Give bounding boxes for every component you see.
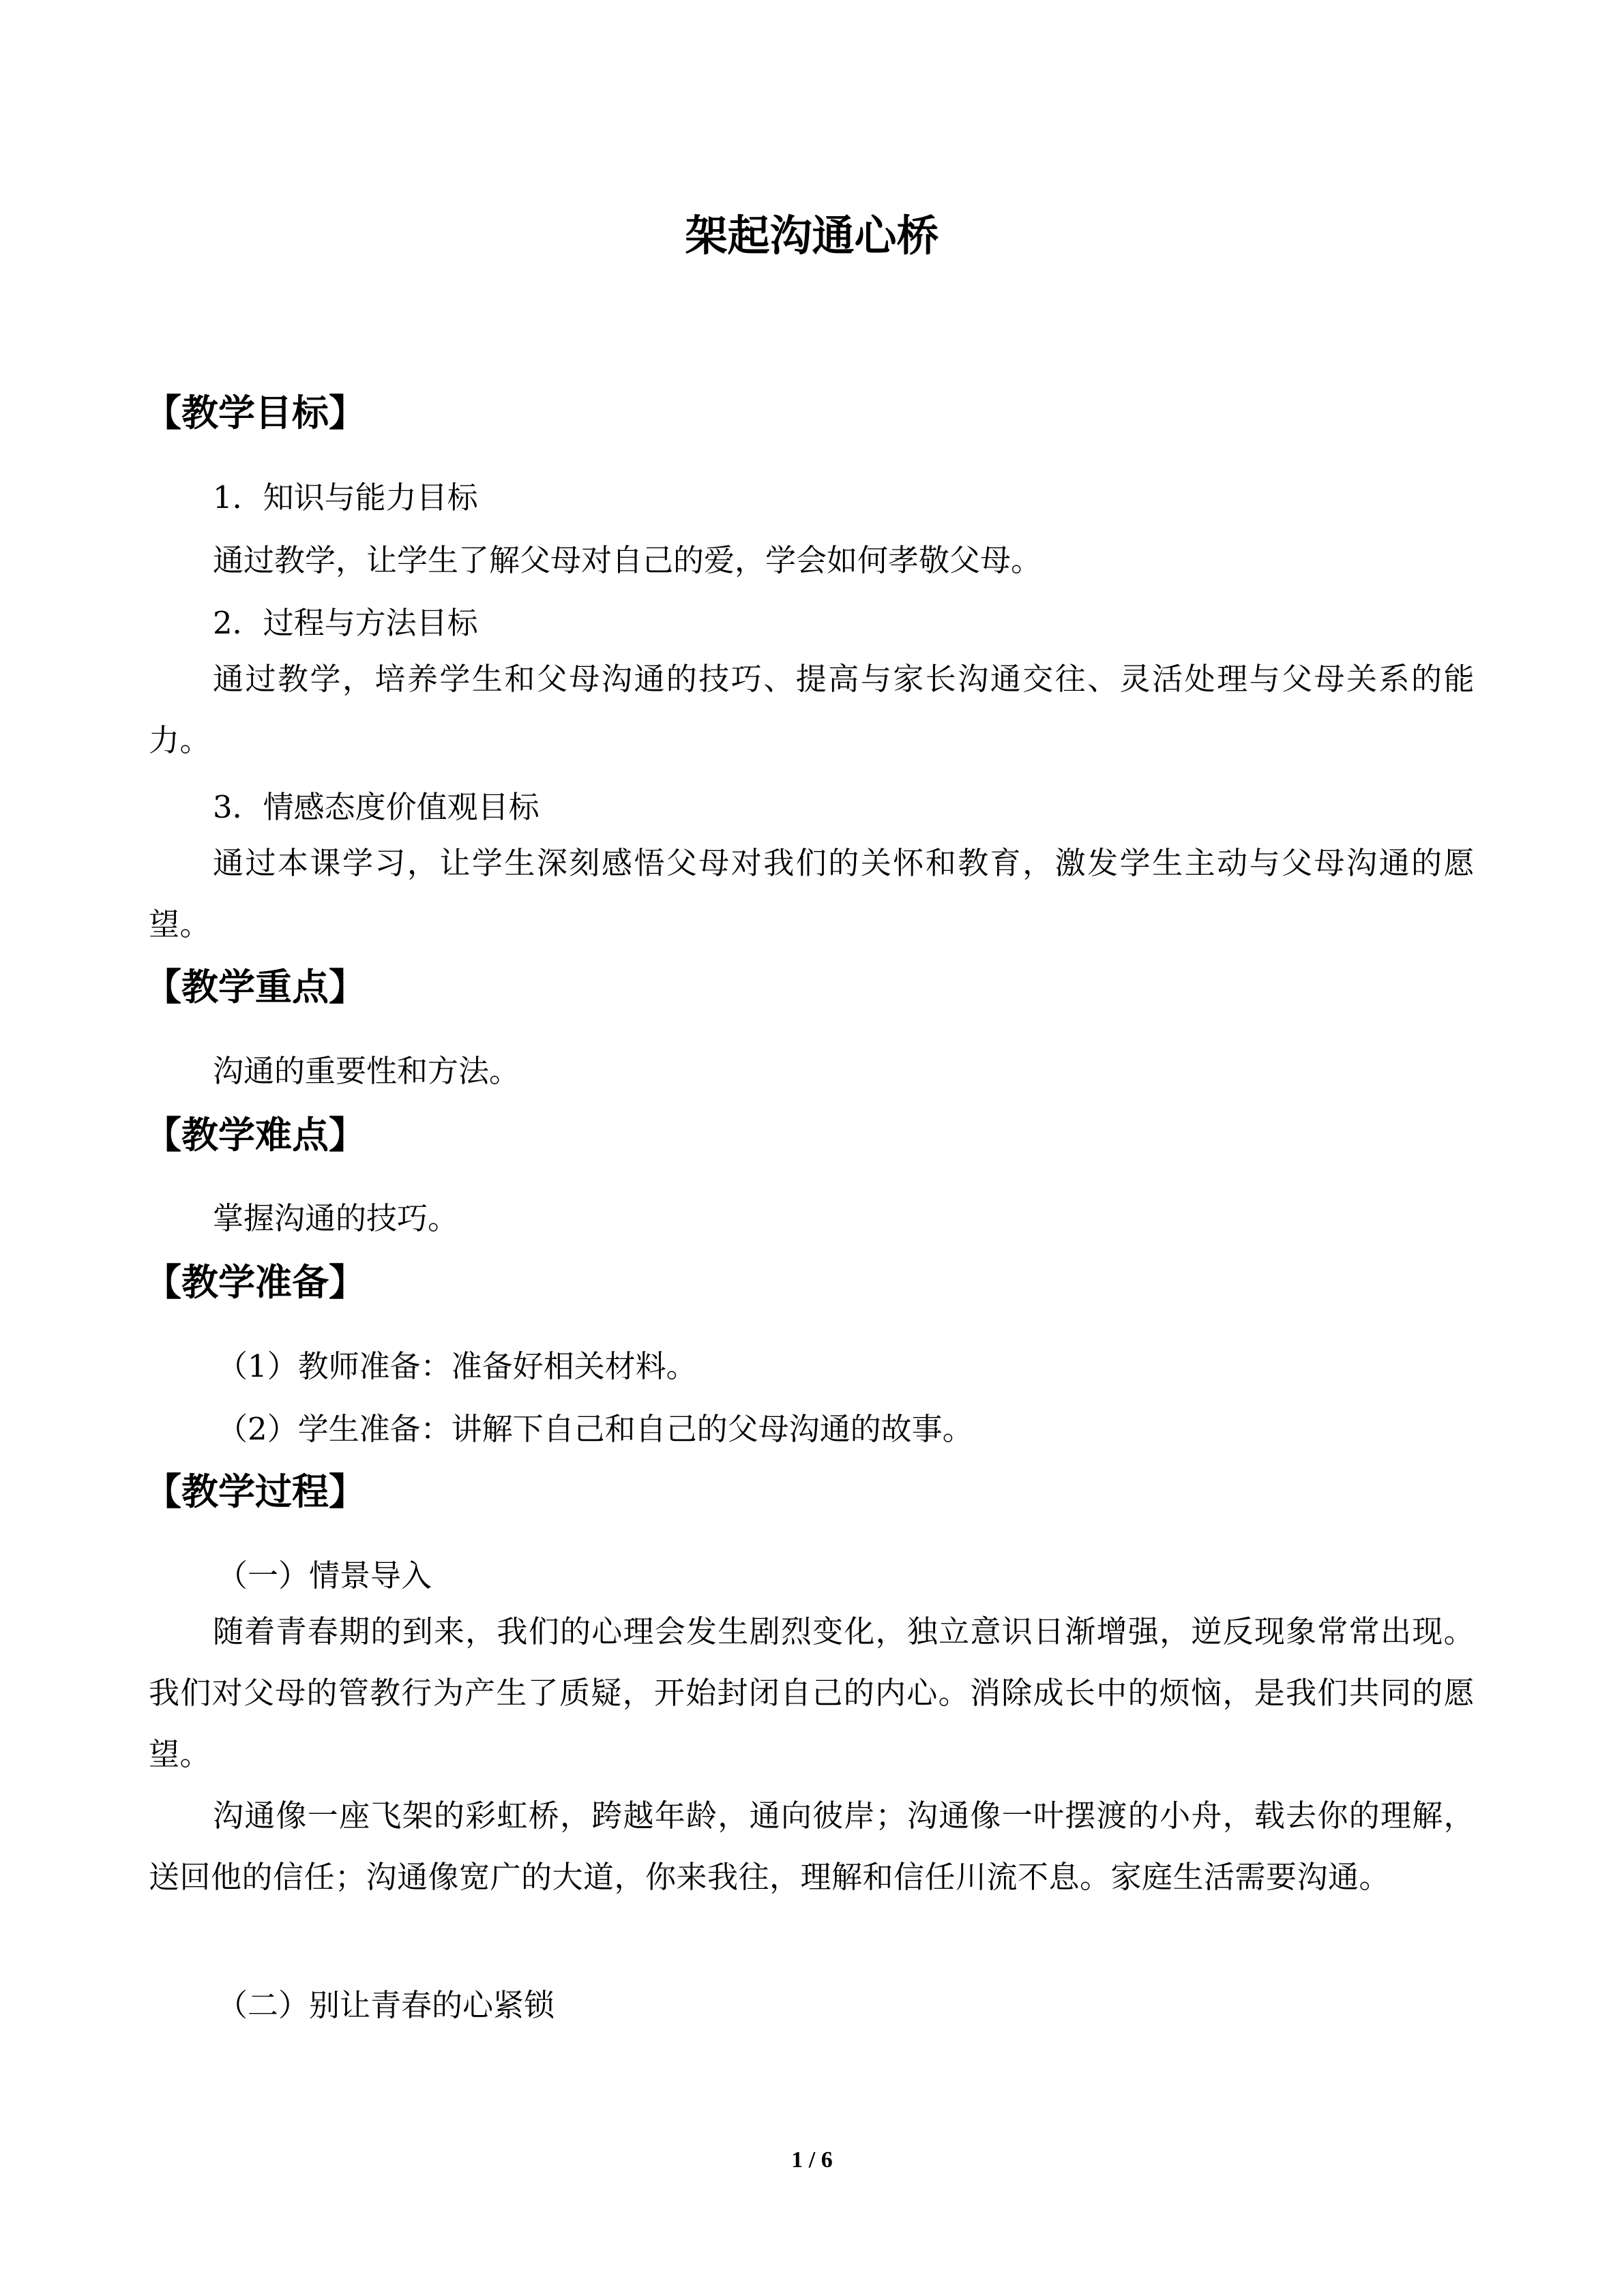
key-points-text: 沟通的重要性和方法。	[213, 1053, 520, 1089]
objective-3-text: 通过本课学习，让学生深刻感悟父母对我们的关怀和教育，激发学生主动与父母沟通的愿望。	[149, 845, 1475, 942]
preparation-student: （2）学生准备：讲解下自己和自己的父母沟通的故事。	[217, 1411, 973, 1447]
process-step-2-title: （二）别让青春的心紧锁	[217, 1987, 555, 2023]
heading-process: 【教学过程】	[145, 1470, 366, 1513]
heading-preparation: 【教学准备】	[145, 1261, 366, 1304]
process-step-1-title: （一）情景导入	[217, 1557, 432, 1594]
process-step-1-paragraph-2: 沟通像一座飞架的彩虹桥，跨越年龄，通向彼岸；沟通像一叶摆渡的小舟，载去你的理解，送回他的信任；沟通像宽广的大道，你来我往，理解和信任川流不息。家庭生活需要沟通。	[149, 1798, 1475, 1895]
process-step-1-paragraph-1: 随着青春期的到来，我们的心理会发生剧烈变化，独立意识日渐增强，逆反现象常常出现。我们对父母的管教行为产生了质疑，开始封闭自己的内心。消除成长中的烦恼，是我们共同的愿望。	[149, 1613, 1475, 1772]
heading-objectives: 【教学目标】	[145, 391, 366, 434]
objective-2-title: 2．过程与方法目标	[213, 605, 478, 641]
objective-1-title: 1．知识与能力目标	[213, 479, 478, 516]
page-number: 1 / 6	[791, 2147, 833, 2173]
heading-key-points: 【教学重点】	[145, 966, 366, 1009]
objective-2-text: 通过教学，培养学生和父母沟通的技巧、提高与家长沟通交往、灵活处理与父母关系的能力。	[149, 661, 1475, 758]
preparation-teacher: （1）教师准备：准备好相关材料。	[217, 1348, 697, 1384]
objective-3-title: 3．情感态度价值观目标	[213, 789, 540, 825]
document-title: 架起沟通心桥	[685, 211, 939, 260]
objective-1-text: 通过教学，让学生了解父母对自己的爱，学会如何孝敬父母。	[213, 542, 1042, 578]
heading-difficulties: 【教学难点】	[145, 1114, 366, 1157]
difficulties-text: 掌握沟通的技巧。	[213, 1200, 459, 1236]
